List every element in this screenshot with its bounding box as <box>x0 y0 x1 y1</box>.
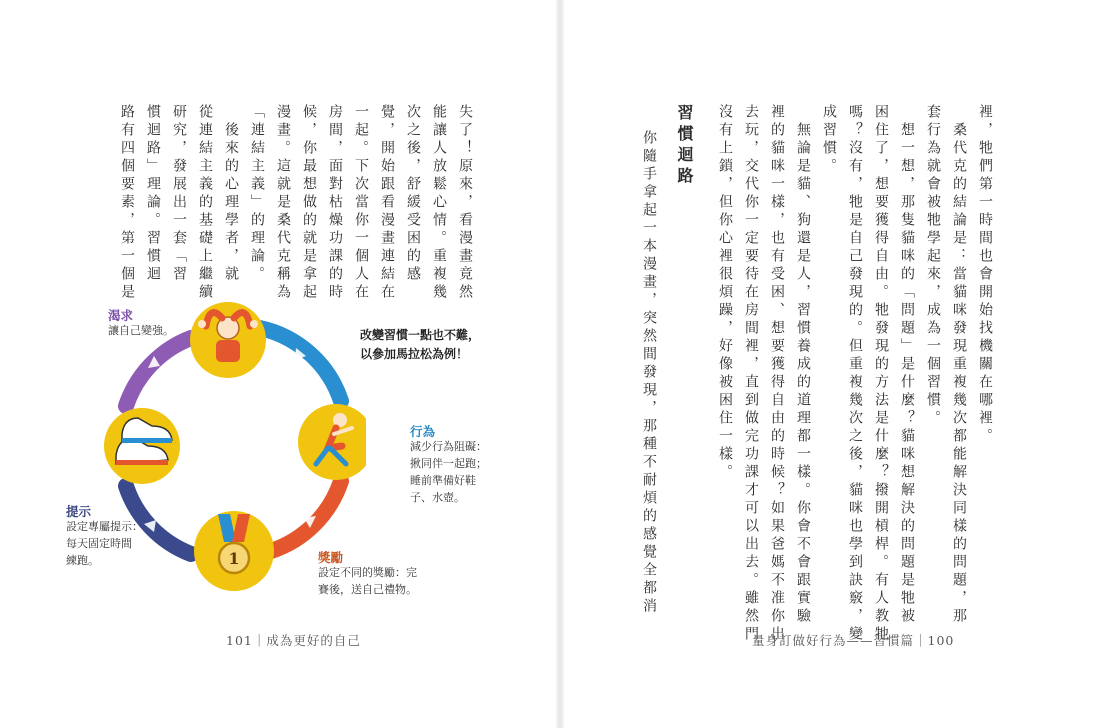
step-title-cue: 提示 <box>66 504 92 519</box>
text-column: 裡的貓咪一樣，也有受困、想要獲得自由的時候？如果爸媽不准你出 <box>769 104 785 644</box>
text-column: 研究，發展出一套「習 <box>171 104 187 284</box>
step-title-craving: 渴求 <box>108 308 134 323</box>
text-column: 從連結主義的基礎上繼續 <box>197 104 213 302</box>
text-column: 能讓人放鬆心情。重複幾 <box>431 104 447 302</box>
text-column: 漫畫。這就是桑代克稱為 <box>275 104 291 302</box>
text-column: 去玩，交代你一定要待在房間裡，直到做完功課才可以出去。雖然門 <box>743 104 759 644</box>
text-column: 路有四個要素，第一個是 <box>119 104 135 302</box>
diagram-note: 改變習慣一點也不難， 以參加馬拉松為例！ <box>360 328 481 361</box>
text-column: 房間，面對枯燥功課的時 <box>327 104 343 302</box>
text-column: 慣迴路」理論。習慣迴 <box>145 104 161 284</box>
text-column: 失了！原來，看漫畫竟然 <box>457 104 473 302</box>
text-column: 一起。下次當你一個人在 <box>353 104 369 302</box>
step-body-cue: 設定專屬提示： 每天固定時間 練跑。 <box>66 520 143 567</box>
arc-orange <box>271 481 341 551</box>
step-body-reward: 設定不同的獎勵：完 賽後，送自己禮物。 <box>318 566 417 596</box>
text-column: 成習慣。 <box>821 104 837 176</box>
text-column: 候，你最想做的就是拿起 <box>301 104 317 302</box>
step-title-reward: 獎勵 <box>318 550 344 565</box>
text-column: 覺，開始跟看漫畫連結在 <box>379 104 395 302</box>
text-column: 困住了，想要獲得自由。牠發現的方法是什麼？撥開槓桿。有人教牠 <box>873 104 889 644</box>
medal-number: 1 <box>228 549 240 568</box>
text-column: 後來的心理學者，就 <box>223 104 239 284</box>
page-gutter <box>556 0 564 728</box>
text-column: 裡，牠們第一時間也會開始找機關在哪裡。 <box>977 104 993 446</box>
text-column: 沒有上鎖，但你心裡很煩躁，好像被困住一樣。 <box>717 104 733 482</box>
text-column: 次之後，舒緩受困的感 <box>405 104 421 284</box>
step-circle-craving <box>190 302 266 378</box>
text-column: 無論是貓、狗還是人，習慣養成的道理都一樣。你會不會跟實驗 <box>795 104 811 626</box>
page-folio: 101｜成為更好的自己 <box>226 633 361 648</box>
step-body-action: 減少行為阻礙： 揪同伴一起跑； 睡前準備好鞋 子、水壺。 <box>410 440 487 504</box>
text-column: 嗎？沒有，牠是自己發現的。但重複幾次之後，貓咪也學到訣竅，變 <box>847 104 863 644</box>
text-column: 桑代克的結論是：當貓咪發現重複幾次都能解決同樣的問題，那 <box>951 104 967 626</box>
page-folio: 量身訂做好行為——習慣篇｜100 <box>752 633 955 648</box>
step-circle-action <box>298 404 366 480</box>
step-title-action: 行為 <box>410 424 436 439</box>
text-column: 「連結主義」的理論。 <box>249 104 265 284</box>
section-heading: 習慣迴路 <box>675 104 694 188</box>
text-column: 套行為就會被牠學起來，成為一個習慣。 <box>925 104 941 428</box>
step-body-craving: 讓自己變強。 <box>108 324 174 337</box>
text-column: 你隨手拿起一本漫畫，突然間發現，那種不耐煩的感覺全都消 <box>641 130 657 616</box>
text-column: 想一想，那隻貓咪的「問題」是什麼？貓咪想解決的問題是牠被 <box>899 104 915 626</box>
arc-purple <box>126 338 191 406</box>
step-circle-cue <box>104 408 180 484</box>
